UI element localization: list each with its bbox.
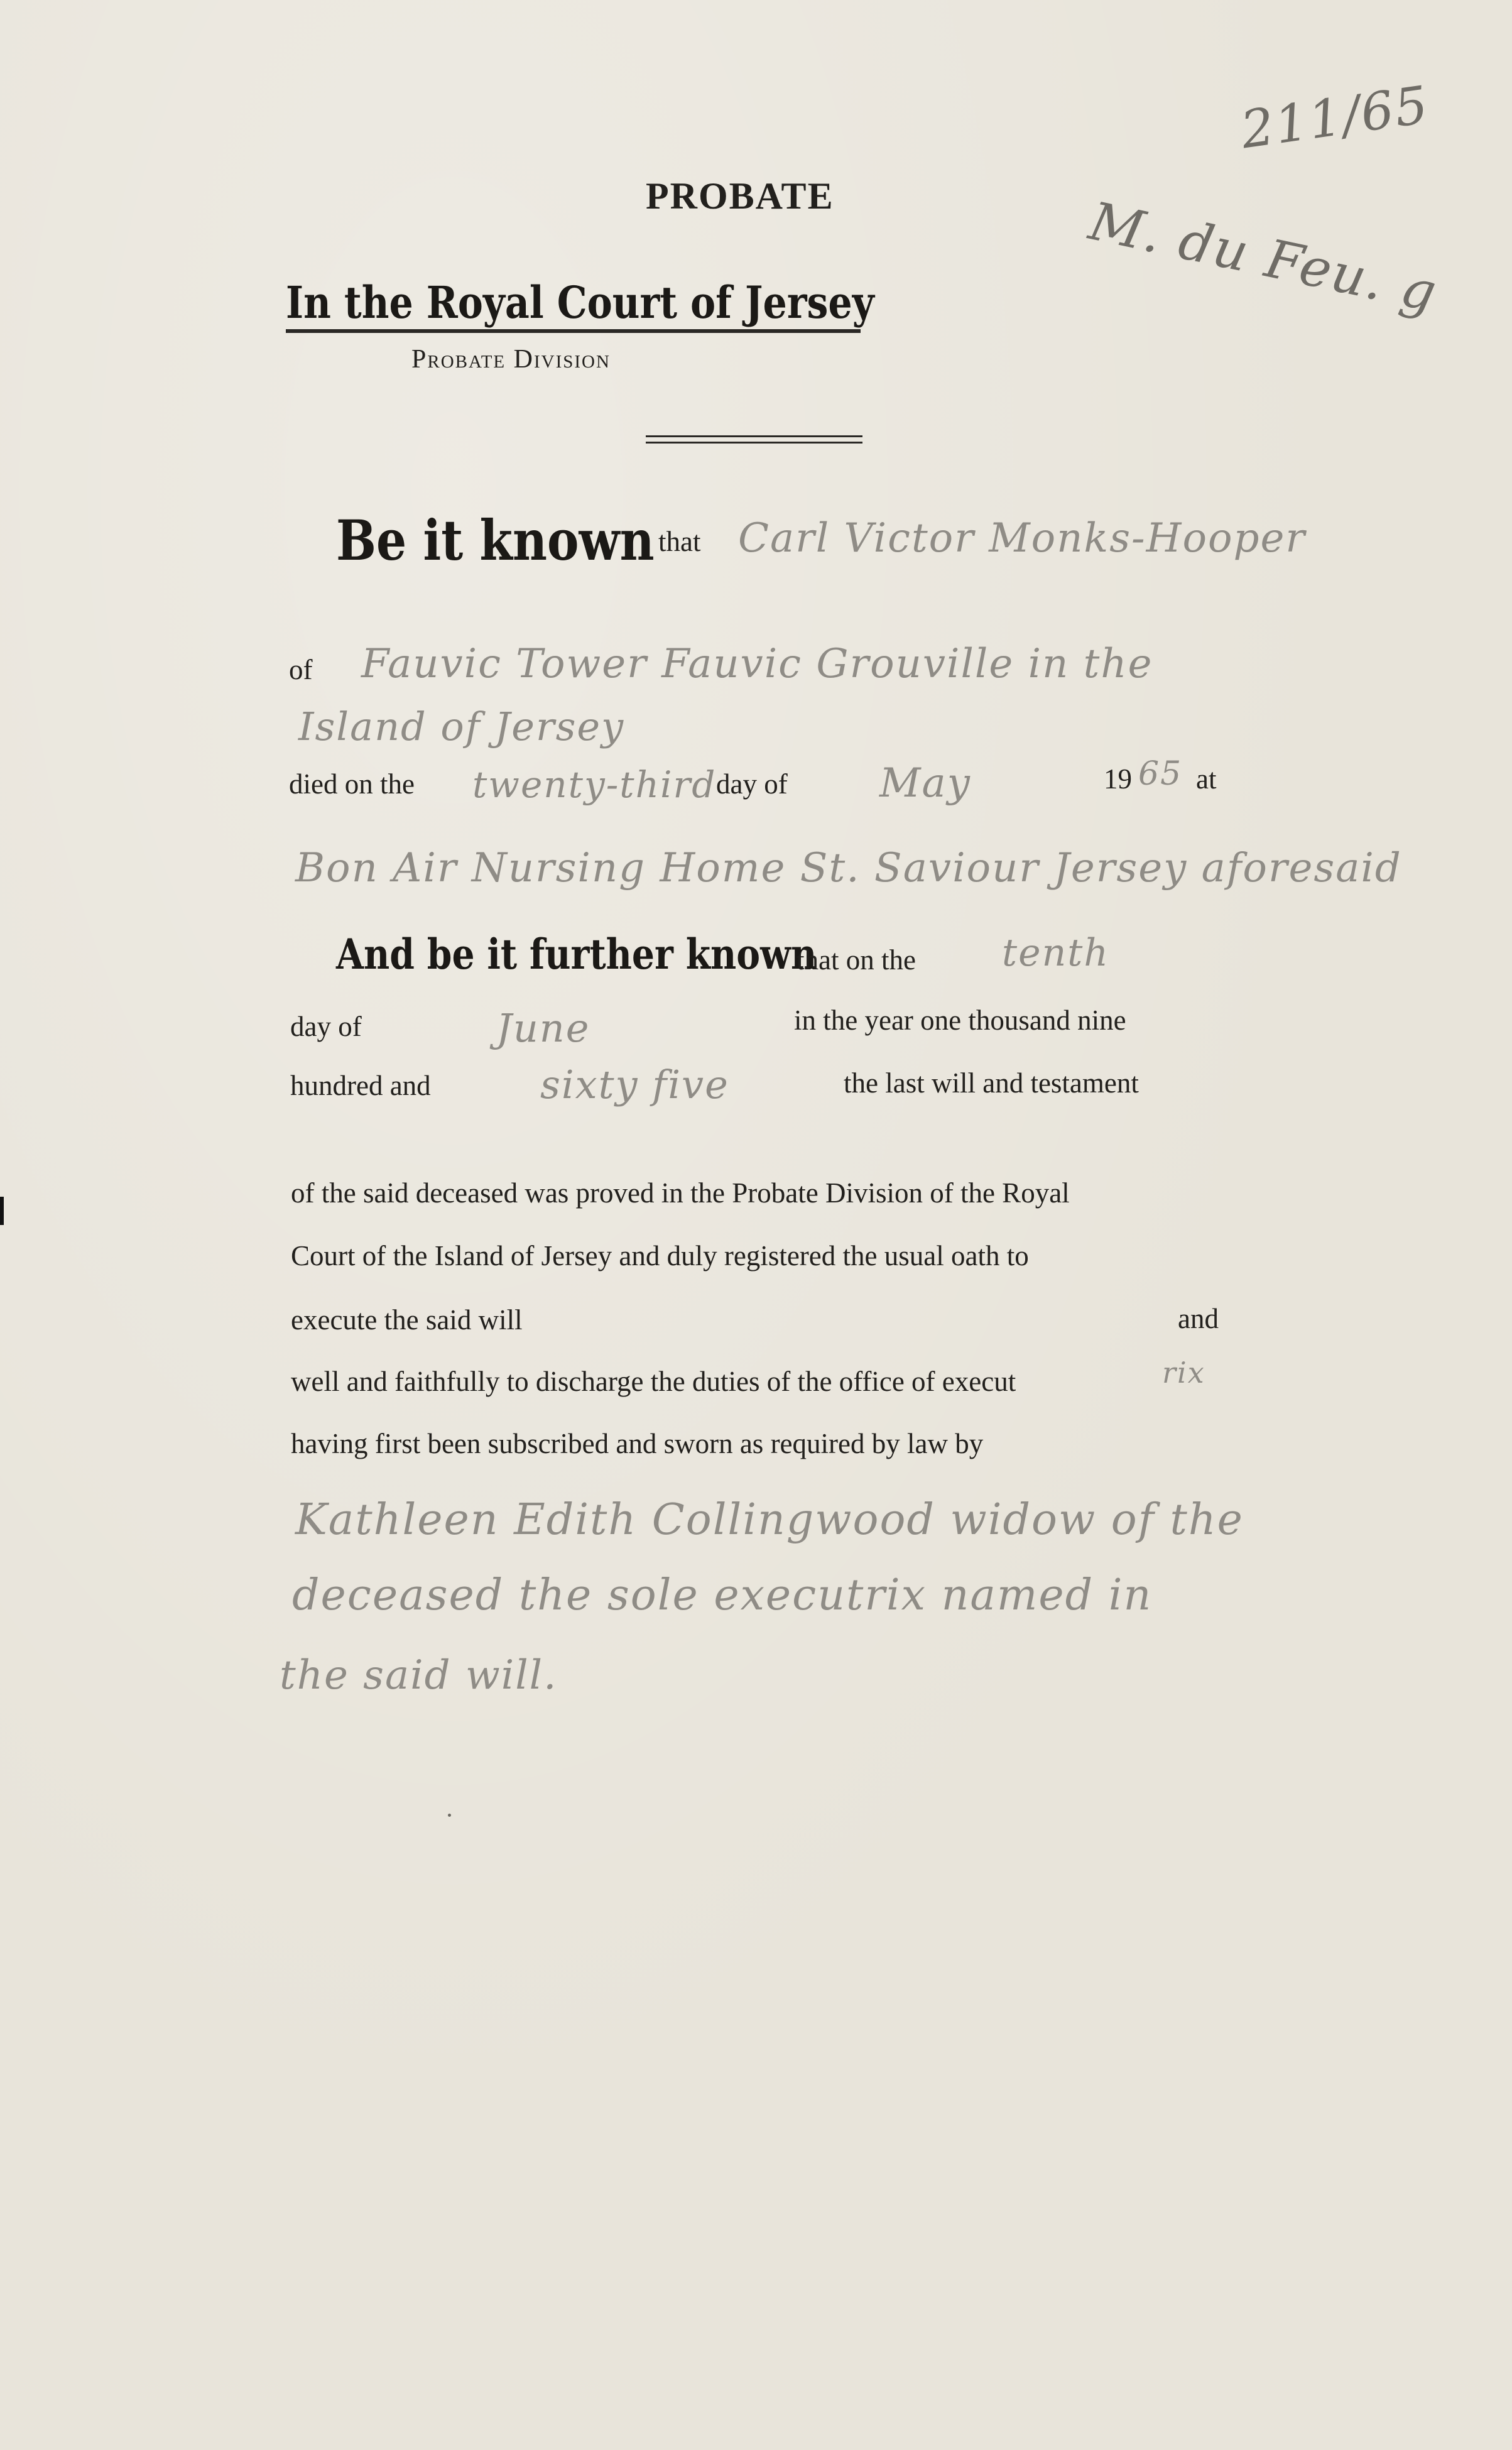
- at-text: at: [1196, 763, 1217, 795]
- probate-month: June: [496, 1005, 590, 1051]
- having-line: having first been subscribed and sworn as required by law by: [291, 1428, 984, 1459]
- executor-line-1: Kathleen Edith Collingwood widow of the: [295, 1495, 1244, 1545]
- division-heading: [411, 344, 611, 374]
- year-text: in the year one thousand nine: [794, 1004, 1126, 1036]
- reference-number: 211/65: [1237, 75, 1433, 161]
- body-line-1: of the said deceased was proved in the Probate Division of the Royal: [291, 1177, 1070, 1209]
- clerk-initials: M. du Feu. g: [1084, 190, 1443, 324]
- day-of-text: day of: [716, 768, 788, 800]
- double-rule-bottom: [646, 442, 862, 444]
- hundred-and-text: hundred and: [290, 1070, 431, 1101]
- court-heading: In the Royal Court of Jersey: [286, 276, 874, 329]
- death-year-prefix: 19: [1104, 763, 1132, 795]
- address-line-2: Island of Jersey: [298, 704, 625, 749]
- that-on-the-text: that on the: [797, 944, 916, 976]
- last-will-text: the last will and testament: [844, 1067, 1139, 1099]
- executor-suffix: rix: [1162, 1356, 1205, 1390]
- executor-line-3: the said will.: [280, 1652, 558, 1699]
- scan-edge-mark: [0, 1197, 4, 1225]
- address-line-1: Fauvic Tower Fauvic Grouville in the: [361, 641, 1153, 687]
- double-rule-top: [646, 435, 862, 437]
- deceased-name: Carl Victor Monks-Hooper: [738, 515, 1306, 562]
- day-of-text-2: day of: [290, 1011, 362, 1042]
- of-text: of: [289, 654, 313, 685]
- executor-line-2: deceased the sole executrix named in: [292, 1571, 1153, 1620]
- body-line-2: Court of the Island of Jersey and duly registered the usual oath to: [291, 1240, 1029, 1271]
- death-year-suffix: 65: [1138, 755, 1183, 793]
- died-on-the-text: died on the: [289, 768, 415, 800]
- execute-right-text: and: [1178, 1303, 1219, 1334]
- place-of-death: Bon Air Nursing Home St. Saviour Jersey aforesaid: [295, 845, 1402, 891]
- paper-speck: [448, 1814, 451, 1817]
- execute-left-text: execute the said will: [291, 1304, 523, 1336]
- well-line: well and faithfully to discharge the duties of the office of execut: [291, 1366, 1016, 1397]
- be-it-known-heading: Be it known: [336, 508, 655, 573]
- further-known-heading: And be it further known: [336, 930, 817, 979]
- document-title: PROBATE: [646, 175, 834, 217]
- that-text: that: [658, 526, 701, 557]
- death-day: twenty-third: [472, 763, 717, 806]
- probate-day: tenth: [1002, 931, 1110, 975]
- death-month: May: [879, 760, 971, 807]
- probate-year: sixty five: [540, 1062, 729, 1108]
- division-text: Probate Division: [411, 345, 611, 374]
- court-heading-underline: [286, 329, 861, 333]
